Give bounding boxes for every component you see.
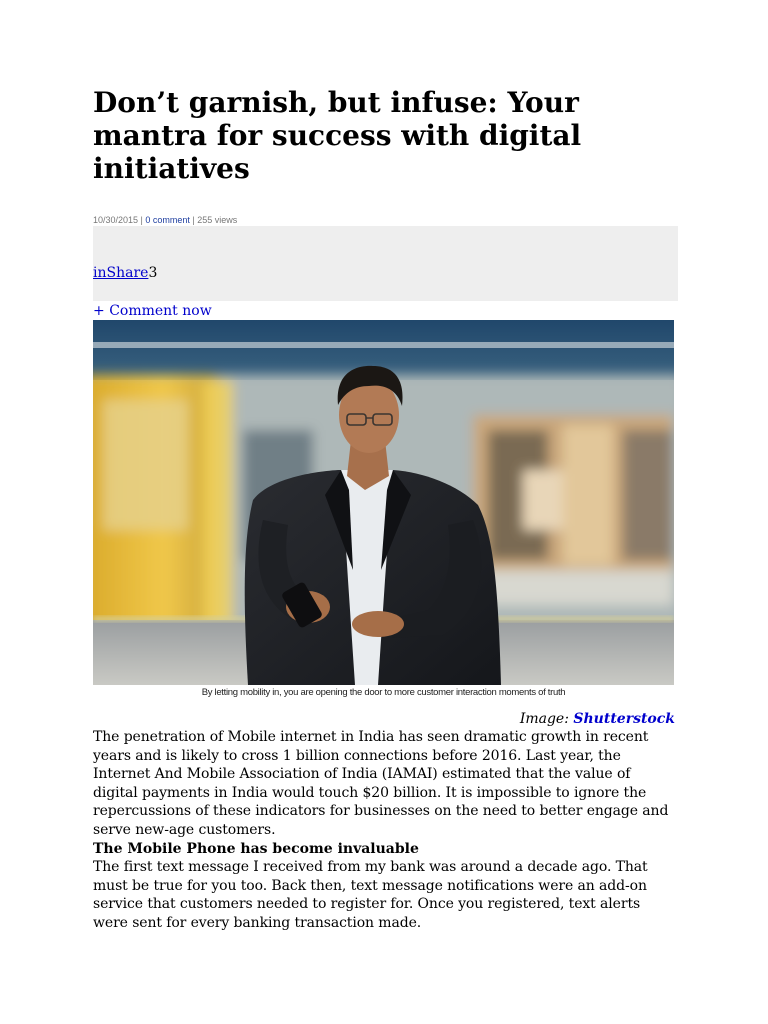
comment-now-plus: + xyxy=(93,303,110,319)
article-photo xyxy=(93,320,674,685)
image-credit-label: Image: xyxy=(519,711,574,727)
body-paragraph: The first text message I received from my bank was around a decade ago. That must be true for you too. Back then, text message notifications were an add-on service that customers needed to register for. Once you registered, text alerts were sent for every banking transaction made. xyxy=(93,859,648,931)
shutterstock-link[interactable]: Shutterstock xyxy=(573,711,675,727)
linkedin-share-button[interactable]: inShare xyxy=(93,265,149,281)
meta-separator: | xyxy=(189,215,198,225)
article-title: Don’t garnish, but infuse: Your mantra for success with digital initiatives xyxy=(93,86,582,185)
man-with-phone-photo xyxy=(93,320,674,685)
meta-separator: | xyxy=(138,215,146,225)
share-count: 3 xyxy=(148,265,158,281)
publish-date: 10/30/2015 xyxy=(93,215,139,225)
body-paragraph: The penetration of Mobile internet in India has seen dramatic growth in recent years and is likely to cross 1 billion connections before 2016. Last year, the Internet And Mobile Association of India (IAMAI) estimated that the value of digital payments in India would touch $20 billion. It is impossible to ignore the repercussions of these indicators for businesses on the need to better engage and serve new-age customers. xyxy=(93,729,669,838)
image-credit xyxy=(93,710,675,728)
comment-now xyxy=(93,302,212,320)
section-heading: The Mobile Phone has become invaluable xyxy=(93,841,419,857)
comment-count-link[interactable]: 0 comment xyxy=(145,215,190,225)
view-count: 255 views xyxy=(197,215,238,225)
photo-caption: By letting mobility in, you are opening the door to more customer interaction moments of truth xyxy=(201,687,566,698)
share-bar xyxy=(93,226,678,301)
comment-now-link[interactable]: Comment now xyxy=(109,303,212,319)
article-meta xyxy=(93,215,237,225)
linkedin-share xyxy=(93,264,157,282)
